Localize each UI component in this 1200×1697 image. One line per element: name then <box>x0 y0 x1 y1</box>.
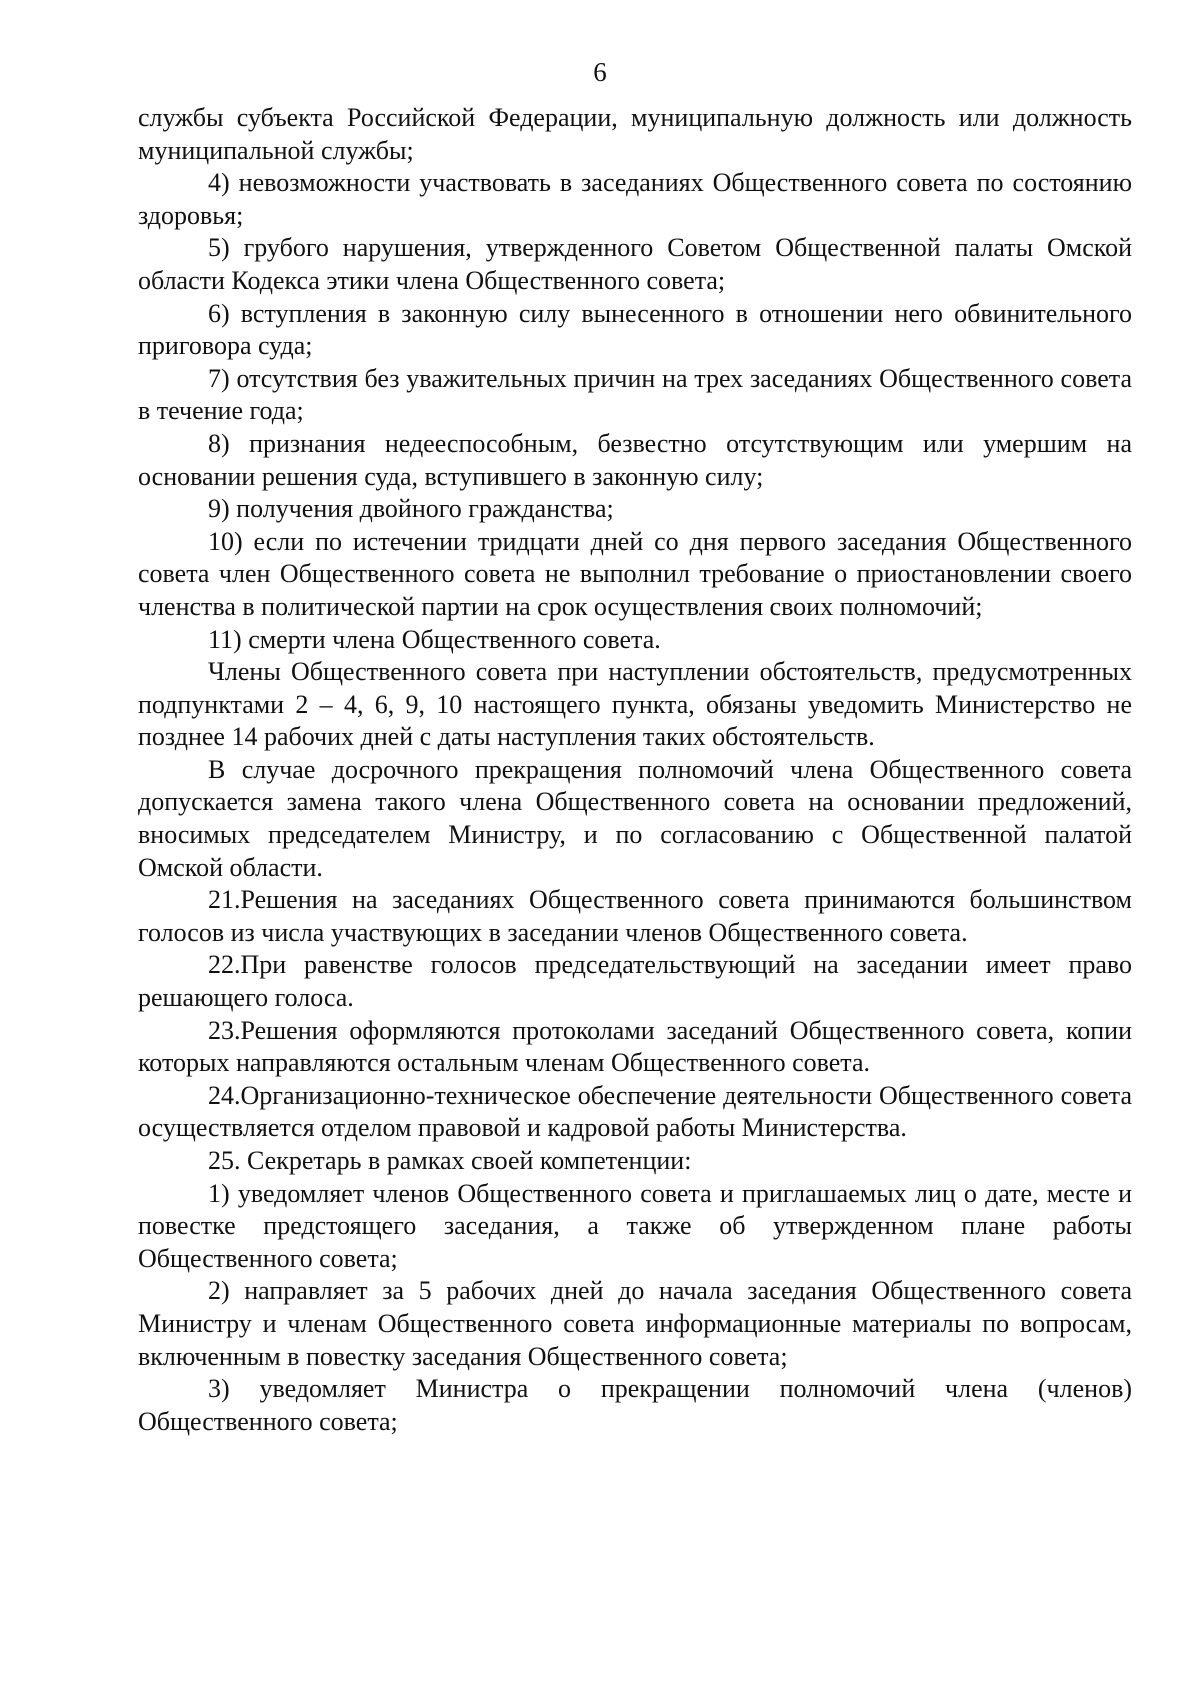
paragraph-clause-22: 22.При равенстве голосов председательствующий на заседании имеет право решающего голоса. <box>138 950 1132 1013</box>
paragraph-item-7: 7) отсутствия без уважительных причин на трех заседаниях Общественного совета в течение года; <box>138 363 1132 426</box>
paragraph-members-notice: Члены Общественного совета при наступлении обстоятельств, предусмотренных подпунктами 2 – 4, 6, 9, 10 настоящего пункта, обязаны уведомить Министерство не позднее 14 рабочих дней с даты наступления таких обстоятельств. <box>138 657 1132 752</box>
paragraph-clause-24: 24.Организационно-техническое обеспечение деятельности Общественного совета осуществляется отделом правовой и кадровой работы Министерства. <box>138 1080 1132 1143</box>
paragraph-item-4: 4) невозможности участвовать в заседаниях Общественного совета по состоянию здоровья; <box>138 168 1132 230</box>
paragraph-early-termination: В случае досрочного прекращения полномочий члена Общественного совета допускается замена такого члена Общественного совета на основании предложений, вносимых председателем Министру, и по согласованию с Общественной палатой Омской области. <box>138 754 1132 882</box>
document-body <box>138 102 1132 1438</box>
paragraph-secretary-item-2: 2) направляет за 5 рабочих дней до начала заседания Общественного совета Министру и членам Общественного совета информационные материалы по вопросам, включенным в повестку заседания Общественного совета; <box>138 1276 1132 1371</box>
paragraph-secretary-item-1: 1) уведомляет членов Общественного совета и приглашаемых лиц о дате, месте и повестке предстоящего заседания, а также об утвержденном плане работы Общественного совета; <box>138 1178 1132 1273</box>
paragraph-secretary-item-3: 3) уведомляет Министра о прекращении полномочий члена (членов) Общественного совета; <box>138 1374 1132 1436</box>
paragraph-item-6: 6) вступления в законную силу вынесенного в отношении него обвинительного приговора суда; <box>138 298 1132 361</box>
paragraph-clause-21: 21.Решения на заседаниях Общественного совета принимаются большинством голосов из числа участвующих в заседании членов Общественного совета. <box>138 885 1132 947</box>
paragraph-clause-25: 25. Секретарь в рамках своей компетенции: <box>208 1146 692 1175</box>
paragraph-continuation: службы субъекта Российской Федерации, муниципальную должность или должность муниципальной службы; <box>138 103 1132 165</box>
paragraph-item-9: 9) получения двойного гражданства; <box>208 494 614 524</box>
paragraph-item-5: 5) грубого нарушения, утвержденного Советом Общественной палаты Омской области Кодекса этики члена Общественного совета; <box>138 233 1132 295</box>
paragraph-item-11: 11) смерти члена Общественного совета. <box>208 624 661 654</box>
page-number: 6 <box>593 57 607 87</box>
paragraph-item-8: 8) признания недееспособным, безвестно отсутствующим или умершим на основании решения суда, вступившего в законную силу; <box>138 428 1132 491</box>
paragraph-clause-23: 23.Решения оформляются протоколами заседаний Общественного совета, копии которых направляются остальным членам Общественного совета. <box>138 1015 1132 1078</box>
paragraph-item-10: 10) если по истечении тридцати дней со дня первого заседания Общественного совета член Общественного совета не выполнил требование о приостановлении своего членства в политической партии на срок осуществления своих полномочий; <box>138 526 1132 621</box>
